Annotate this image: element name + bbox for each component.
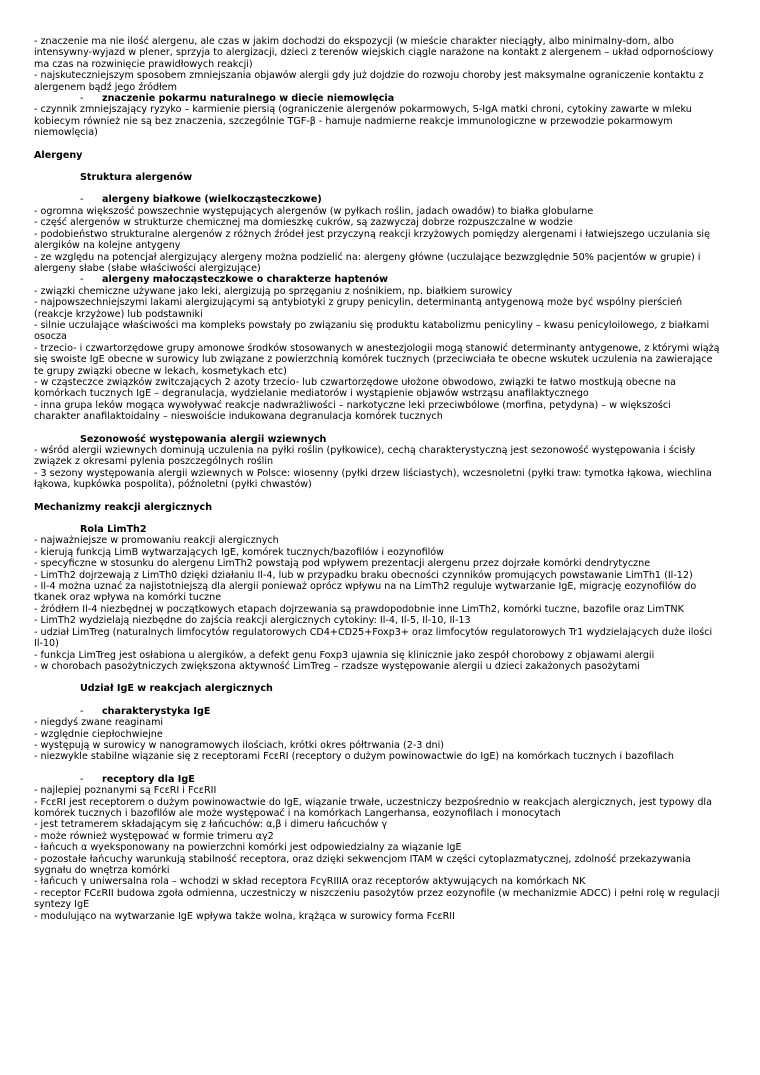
paragraph-line: - pozostałe łańcuchy warunkują stabilność receptora, oraz dzięki sekwencjom ITAM w części cytoplazmatycznej, zdolność przekazywania sygnału do wnętrza komórki bbox=[34, 853, 691, 876]
paragraph-line: - trzecio- i czwartorzędowe grupy amonowe środków stosowanych w anestezjologii mogą stanowić determinanty antygenowe, z którymi wiążą się swoiste IgE obecne w surowicy lub związane z powierzchnią komórek tucznych (przeciwciała te obecne wskutek uczulenia na zawierające te grupy związki obecne w lekach, kosmetykach etc) bbox=[34, 342, 720, 377]
paragraph-line: - w chorobach pasożytniczych zwiększona aktywność LimTreg – rzadsze występowanie alergii u dzieci zakażonych pasożytami bbox=[34, 660, 640, 672]
paragraph-line: - znaczenie ma nie ilość alergenu, ale czas w jakim dochodzi do ekspozycji (w mieście charakter nieciągły, albo minimalny-dom, albo intensywny-wyjazd w plener, sprzyja to alergizacji, dzieci z terenów wiejskich ciągle narażone na kontakt z alergenem – układ odpornościowy ma czas na rozwinięcie prawidłowych reakcji) bbox=[34, 36, 714, 70]
paragraph-line: - jest tetramerem składającym się z łańcuchów: α,β i dimeru łańcuchów γ bbox=[34, 819, 388, 831]
paragraph-line: - niegdyś zwane reaginami bbox=[34, 717, 164, 729]
bullet-dash: - bbox=[80, 274, 84, 286]
paragraph-line: - czynnik zmniejszający ryzyko – karmienie piersią (ograniczenie alergenów pokarmowych, S-IgA matki chroni, cytokiny zawarte w mleku kobiecym również nie są bez znaczenia, szczególnie TGF-β - hamuje nadmierne reakcje immunologiczne w przewodzie pokarmowym niemowlęcia) bbox=[34, 104, 692, 139]
paragraph-line: - względnie ciepłochwiejne bbox=[34, 728, 163, 740]
paragraph-line: - Il-4 można uznać za najistotniejszą dla alergii ponieważ oprócz wpływu na na LimTh2 reguluje wytwarzanie IgE, migrację eozynofilów do tkanek oraz wpływa na komórki tuczne bbox=[34, 581, 697, 604]
paragraph-line: - LimTh2 dojrzewają z LimTh0 dzięki działaniu Il-4, lub w przypadku braku obecności czynników promujących powstawanie LimTh1 (Il-12) bbox=[34, 569, 693, 581]
ige-receptors-heading bbox=[34, 774, 720, 785]
heading-text: receptory dla IgE bbox=[102, 773, 195, 785]
paragraph-line: - może również występować w formie trimeru αγ2 bbox=[34, 830, 274, 842]
paragraph-line: - w cząsteczce związków zwitczających 2 azoty trzecio- lub czwartorzędowe ułożone obwodowo, związki te łatwo mostkują obecne na komórkach tucznych IgE – degranulacja, wydzielanie mediatorów i wystąpienie objawów wstrząsu anafilaktycznego bbox=[34, 376, 677, 400]
subsection-heading-th2: Rola LimTh2 bbox=[80, 524, 147, 536]
paragraph-line: - funkcja LimTreg jest osłabiona u alergików, a defekt genu Foxp3 ujawnia się klinicznie jako zespół chorobowy z objawami alergii bbox=[34, 649, 655, 661]
paragraph-line: - 3 sezony występowania alergii wziewnych w Polsce: wiosenny (pyłki drzew liściastych), wczesnoletni (pyłki traw: tymotka łąkowa, wiechlina łąkowa, kupkówka pospolita), późnoletni (pyłki chwastów) bbox=[34, 467, 712, 491]
paragraph-line: - najpowszechniejszymi lakami alergizującymi są antybiotyki z grupy penicylin, determinantą antygenową może być wspólny pierścień (reakcje krzyżowe) lub podstawniki bbox=[34, 297, 683, 320]
paragraph-line: - najważniejsze w promowaniu reakcji alergicznych bbox=[34, 535, 279, 547]
bullet-dash: - bbox=[80, 93, 84, 105]
paragraph-line: - łańcuch α wyeksponowany na powierzchni komórki jest odpowiedzialny za wiązanie IgE bbox=[34, 842, 462, 854]
paragraph-line: - podobieństwo strukturalne alergenów z różnych źródeł jest przyczyną reakcji krzyżowych pomiędzy alergenami i łatwiejszego uczulania się alergików na kolejne antygeny bbox=[34, 228, 710, 252]
heading-text: znaczenie pokarmu naturalnego w diecie niemowlęcia bbox=[102, 93, 395, 105]
paragraph-line: - receptor FCεRII budowa zgoła odmienna, uczestniczy w niszczeniu pasożytów przez eozynofile (w mechanizmie ADCC) i pełni rolę w regulacji syntezy IgE bbox=[34, 887, 720, 911]
paragraph-line: - występują w surowicy w nanogramowych ilościach, krótki okres półtrwania (2-3 dni) bbox=[34, 739, 445, 751]
paragraph-line: - specyficzne w stosunku do alergenu LimTh2 powstają pod wpływem prezentacji alergenu przez dojrzałe komórki dendrytyczne bbox=[34, 558, 651, 570]
paragraph-line: - wśród alergii wziewnych dominują uczulenia na pyłki roślin (pyłkowice), cechą charakterystyczną jest sezonowość występowania i ścisły związek z okresami pylenia poszczególnych roślin bbox=[34, 445, 696, 468]
heading-text: charakterystyka IgE bbox=[102, 705, 211, 717]
ige-characteristics-heading bbox=[34, 706, 720, 717]
heading-text: alergeny białkowe (wielkocząsteczkowe) bbox=[102, 194, 322, 206]
paragraph-line: - silnie uczulające właściwości ma kompleks powstały po związaniu się produktu katabolizmu penicyliny – kwasu penicyloilowego, z białkami osocza bbox=[34, 319, 710, 343]
paragraph-line: - źródłem Il-4 niezbędnej w początkowych etapach dojrzewania są prawdopodobnie inne LimTh2, komórki tuczne, bazofile oraz LimTNK bbox=[34, 603, 684, 615]
bullet-dash: - bbox=[80, 194, 84, 206]
paragraph-line: - udział LimTreg (naturalnych limfocytów regulatorowych CD4+CD25+Foxp3+ oraz limfocytów regulatorowych Tr1 wydzielających duże ilości Il-10) bbox=[34, 626, 713, 650]
heading-text: alergeny małocząsteczkowe o charakterze haptenów bbox=[102, 274, 388, 286]
protein-allergens-heading bbox=[34, 194, 720, 205]
paragraph-line: - najskuteczniejszym sposobem zmniejszania objawów alergii gdy już dojdzie do rozwoju choroby jest maksymalne ograniczenie kontaktu z alergenem bądź jego źródłem bbox=[34, 70, 704, 93]
bullet-dash: - bbox=[80, 773, 84, 785]
paragraph-line: - związki chemiczne używane jako leki, alergizują po sprzęganiu z nośnikiem, np. białkiem surowicy bbox=[34, 285, 513, 297]
bullet-dash: - bbox=[80, 705, 84, 717]
section-title-mechanisms: Mechanizmy reakcji alergicznych bbox=[34, 501, 213, 513]
subsection-heading-structure: Struktura alergenów bbox=[80, 172, 193, 184]
paragraph-line: - LimTh2 wydzielają niezbędne do zajścia reakcji alergicznych cytokiny: Il-4, Il-5, Il-10, Il-13 bbox=[34, 615, 471, 627]
subsection-heading-ige: Udział IgE w reakcjach alergicznych bbox=[80, 683, 273, 695]
paragraph-line: - FcεRI jest receptorem o dużym powinowactwie do IgE, wiązanie trwałe, uczestniczy bezpośrednio w reakcjach alergicznych, jest typowy dla komórek tucznych i bazofilów ale może występować i na komórkach Langerhansa, eozynofilach i monocytach bbox=[34, 796, 712, 819]
paragraph-line: - modulująco na wytwarzanie IgE wpływa także wolna, krążąca w surowicy forma FcεRII bbox=[34, 910, 455, 922]
paragraph-line: - niezwykle stabilne wiązanie się z receptorami FcεRI (receptory o dużym powinowactwie do IgE) na komórkach tucznych i bazofilach bbox=[34, 751, 674, 763]
section-title-allergens: Alergeny bbox=[34, 149, 83, 161]
paragraph-line: - kierują funkcją LimB wytwarzających IgE, komórek tucznych/bazofilów i eozynofilów bbox=[34, 546, 445, 558]
paragraph-line: - inna grupa leków mogąca wywoływać reakcje nadwrażliwości – narkotyczne leki przeciwbólowe (morfina, petydyna) – w większości charakter anafilaktoidalny – nieswoiście indukowana degranulacja komórek tucznych bbox=[34, 399, 671, 423]
paragraph-line: - ogromna większość powszechnie występujących alergenów (w pyłkach roślin, jadach owadów) to białka globularne bbox=[34, 205, 594, 217]
paragraph-line: - część alergenów w strukturze chemicznej ma domieszkę cukrów, są zazwyczaj dobrze rozpuszczalne w wodzie bbox=[34, 217, 573, 229]
paragraph-line: - najlepiej poznanymi są FcεRI i FcεRII bbox=[34, 785, 217, 797]
paragraph-line: - łańcuch γ uniwersalna rola – wchodzi w skład receptora FcγRIIIA oraz receptorów aktywujących na komórkach NK bbox=[34, 876, 586, 888]
intro-section bbox=[34, 36, 720, 93]
subsection-heading-seasonality: Sezonowość występowania alergii wziewnych bbox=[80, 433, 327, 445]
document-page bbox=[34, 36, 720, 922]
paragraph-line: - ze względu na potencjał alergizujący alergeny można podzielić na: alergeny główne (uczulające bezwzględnie 50% pacjentów w grupie) i alergeny słabe (słabe właściwości alergizujące) bbox=[34, 251, 701, 274]
breastfeeding-heading bbox=[34, 93, 720, 104]
hapten-allergens-heading bbox=[34, 274, 720, 285]
